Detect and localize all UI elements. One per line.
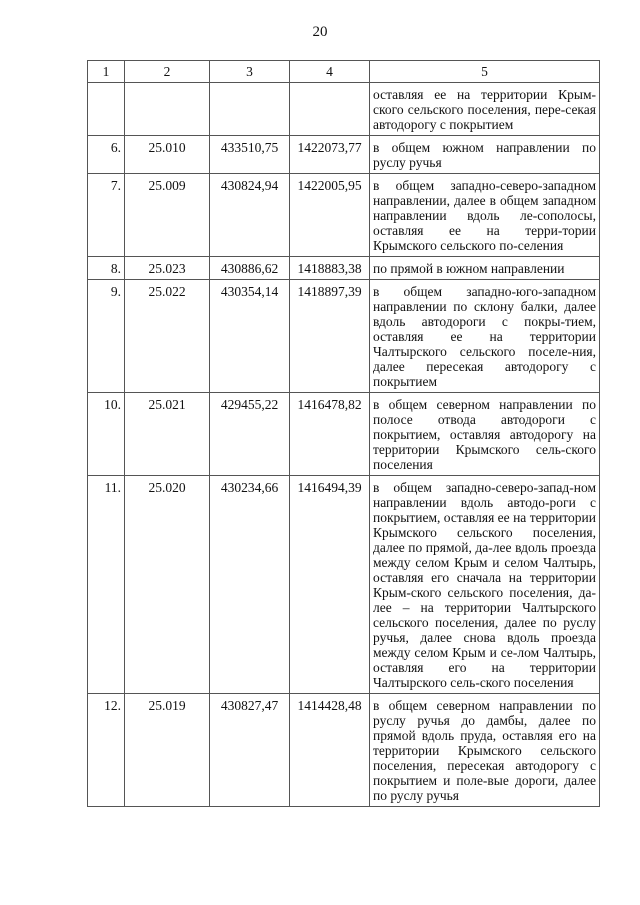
empty-cell <box>88 83 125 136</box>
route-description: в общем южном направлении по руслу ручья <box>370 136 600 174</box>
point-code: 25.023 <box>125 257 210 280</box>
x-coordinate: 429455,22 <box>210 393 290 476</box>
y-coordinate: 1416478,82 <box>290 393 370 476</box>
empty-cell <box>290 83 370 136</box>
y-coordinate: 1422073,77 <box>290 136 370 174</box>
continuation-description: оставляя ее на территории Крым-ского сельского поселения, пере-секая автодорогу с покрытием <box>370 83 600 136</box>
row-number: 8. <box>88 257 125 280</box>
header-col-1: 1 <box>88 61 125 83</box>
table-row <box>88 136 600 174</box>
row-number: 11. <box>88 476 125 694</box>
point-code: 25.021 <box>125 393 210 476</box>
empty-cell <box>125 83 210 136</box>
page-number: 20 <box>312 24 328 40</box>
y-coordinate: 1414428,48 <box>290 694 370 807</box>
point-code: 25.022 <box>125 280 210 393</box>
y-coordinate: 1418897,39 <box>290 280 370 393</box>
empty-cell <box>210 83 290 136</box>
header-col-3: 3 <box>210 61 290 83</box>
point-code: 25.020 <box>125 476 210 694</box>
table-row <box>88 257 600 280</box>
row-number: 12. <box>88 694 125 807</box>
table-header-row <box>88 61 600 83</box>
route-description: в общем северном направлении по руслу ручья до дамбы, далее по прямой вдоль пруда, оставляя его на территории Крымского сельского поселения, пересекая автодорогу с покрытием и поле-вые дороги, далее по руслу ручья <box>370 694 600 807</box>
x-coordinate: 430827,47 <box>210 694 290 807</box>
continuation-row <box>88 83 600 136</box>
row-number: 10. <box>88 393 125 476</box>
route-description: в общем западно-северо-запад-ном направлении вдоль автодо-роги с покрытием, оставляя ее на территории Крымского сельского поселения, далее по прямой, да-лее вдоль проезда между селом Крым и селом Чалтырь, оставляя его сначала на территории Крым-ского сельского поселения, да-лее – на территории Чалтырского сельского поселения, далее по руслу ручья, далее снова вдоль проезда между селом Крым и се-лом Чалтырь, оставляя его на территории Чалтырского сель-ского поселения <box>370 476 600 694</box>
route-description: в общем западно-северо-западном направлении, далее в общем западном направлении вдоль ле-сополосы, оставляя ее на терри-тории Крымского сельского по-селения <box>370 174 600 257</box>
table-row <box>88 694 600 807</box>
table-row <box>88 476 600 694</box>
table-row <box>88 174 600 257</box>
header-col-2: 2 <box>125 61 210 83</box>
route-description: в общем западно-юго-западном направлении по склону балки, далее вдоль автодороги с покры-тием, оставляя ее на территории Чалтырского сельского поселе-ния, далее пересекая автодорогу с покрытием <box>370 280 600 393</box>
x-coordinate: 430234,66 <box>210 476 290 694</box>
header-col-4: 4 <box>290 61 370 83</box>
x-coordinate: 430354,14 <box>210 280 290 393</box>
boundary-table <box>87 60 600 807</box>
y-coordinate: 1422005,95 <box>290 174 370 257</box>
route-description: по прямой в южном направлении <box>370 257 600 280</box>
table-row <box>88 280 600 393</box>
y-coordinate: 1416494,39 <box>290 476 370 694</box>
point-code: 25.010 <box>125 136 210 174</box>
point-code: 25.019 <box>125 694 210 807</box>
x-coordinate: 430824,94 <box>210 174 290 257</box>
row-number: 7. <box>88 174 125 257</box>
point-code: 25.009 <box>125 174 210 257</box>
table-row <box>88 393 600 476</box>
x-coordinate: 433510,75 <box>210 136 290 174</box>
y-coordinate: 1418883,38 <box>290 257 370 280</box>
route-description: в общем северном направлении по полосе отвода автодороги с покрытием, оставляя автодорогу на территории Крымского сель-ского поселения <box>370 393 600 476</box>
x-coordinate: 430886,62 <box>210 257 290 280</box>
header-col-5: 5 <box>370 61 600 83</box>
row-number: 6. <box>88 136 125 174</box>
row-number: 9. <box>88 280 125 393</box>
